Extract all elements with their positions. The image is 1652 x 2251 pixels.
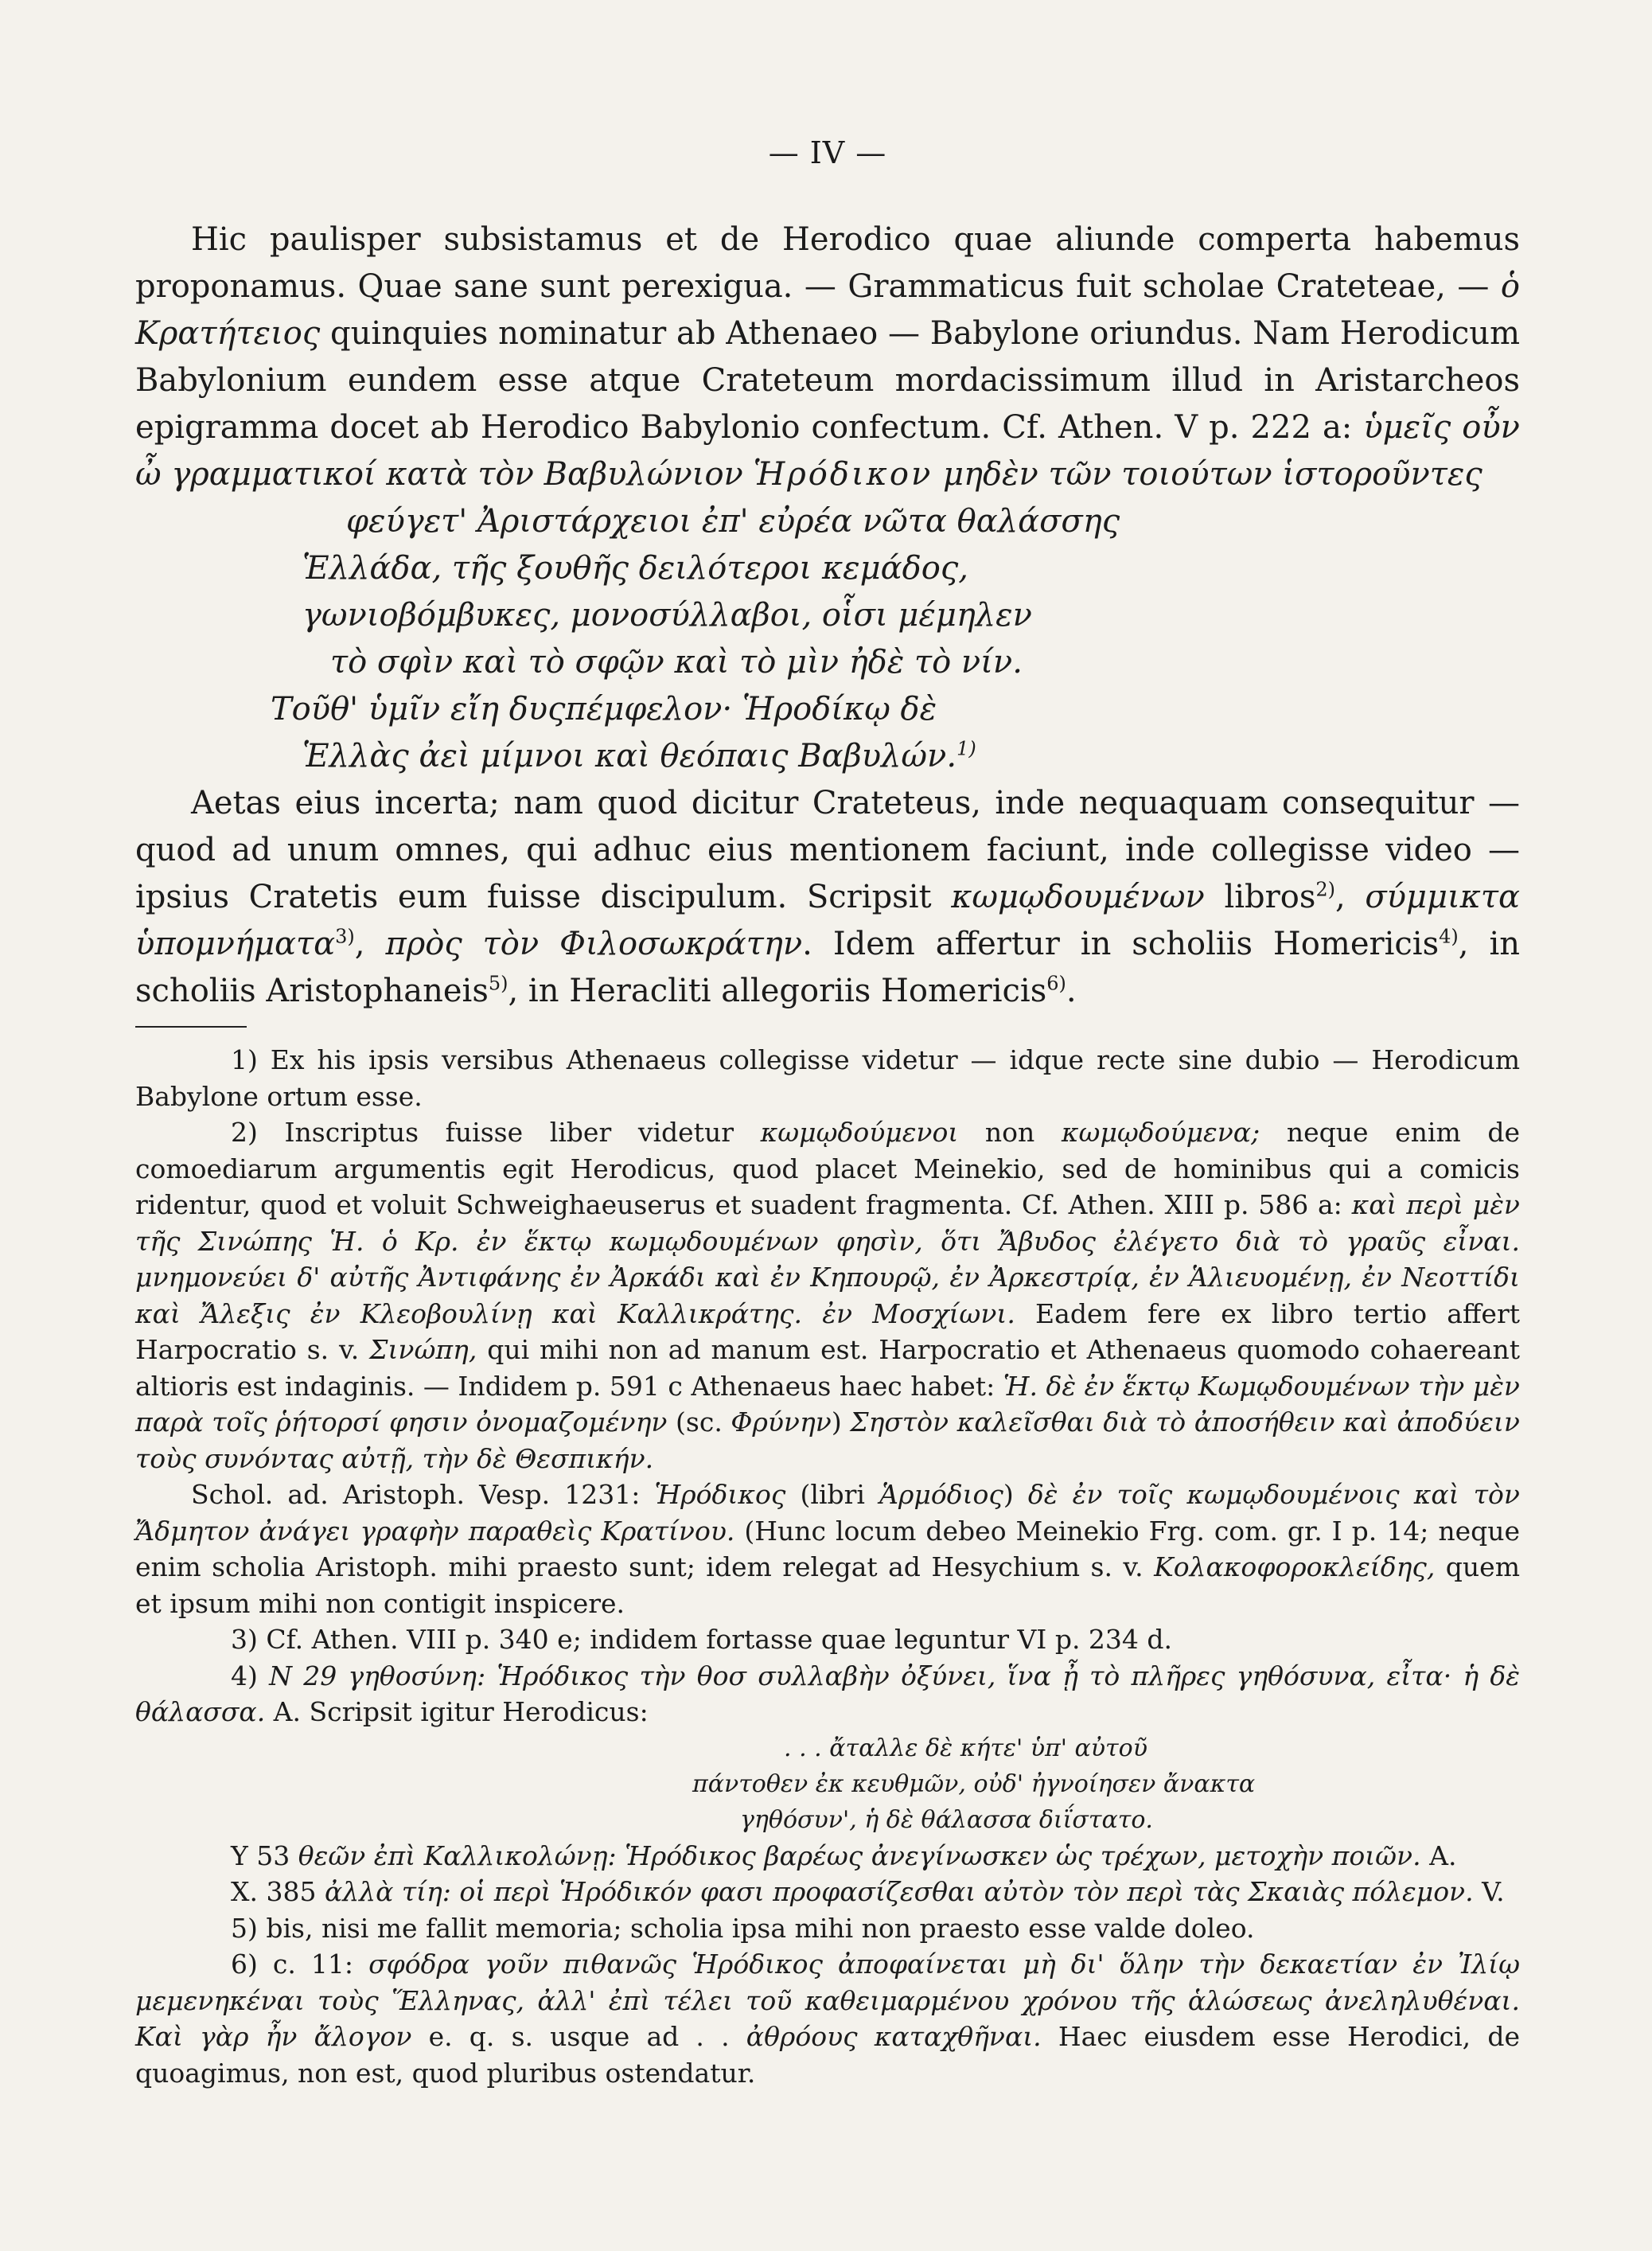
main-text [135, 217, 1520, 1015]
greek-run: κωμῳδούμενα; [1061, 1117, 1260, 1148]
footnote-divider [135, 1026, 247, 1028]
footnote-4-verse-1: . . . ἄταλλε δὲ κήτε' ὑπ' αὐτοῦ [784, 1734, 1147, 1762]
verse-line-6-text: Ἑλλὰς ἀεὶ μίμνοι καὶ θεόπαις Βαβυλών. [302, 738, 957, 774]
greek-run: Ἡρόδικος [654, 1479, 786, 1510]
verse-line-1: φεύγετ' Ἀριστάρχειοι ἐπ' εὐρέα νῶτα θαλάσσης [346, 503, 1120, 540]
verse-line-6 [302, 733, 1520, 780]
greek-run: Σηστὸν καλεῖσθαι διὰ τὸ ἀποσήθειν καὶ ἀποδύειν τοὺς συνόντας αὐτῇ, τὴν δὲ Θεσπικήν. [135, 1406, 1520, 1474]
text-run: Y 53 [231, 1839, 298, 1871]
text-run: Eadem fere ex libro tertio affert Harpocratio s. v. [135, 1297, 1520, 1365]
footnote-4 [135, 1658, 1520, 1730]
text-run: libros [1204, 879, 1316, 915]
greek-run: δὲ ἐν τοῖς κωμῳδουμένοις καὶ τὸν Ἄδμητον ἀνάγει γραφὴν παραθεὶς Κρατίνου. [135, 1479, 1520, 1547]
greek-run: Ἁρμόδιος [879, 1479, 1003, 1510]
text-run: Aetas eius incerta; nam quod dicitur Crateteus, inde nequaquam consequitur — quod ad unum omnes, qui adhuc eius mentionem faciunt, inde collegisse video — ipsius Cratetis eum fuisse discipulum. Scripsit [135, 785, 1520, 915]
text-run: A. Scripsit igitur Herodicus: [265, 1696, 649, 1727]
footnote-4-x385 [135, 1874, 1520, 1910]
text-run: Schol. ad. Aristoph. Vesp. 1231: [191, 1479, 655, 1510]
text-run: (libri [785, 1479, 880, 1510]
footnotes [135, 1042, 1520, 2091]
text-run: 4) [231, 1660, 270, 1691]
text-run: , in scholiis Aristophaneis [135, 926, 1521, 1009]
verse-line-5: Τοῦθ' ὑμῖν εἴη δυςπέμφελον· Ἡροδίκῳ δὲ [271, 691, 937, 728]
greek-run: N 29 γηθοσύνη: Ἡρόδικος τὴν θοσ συλλαβὴν ὀξύνει, ἵνα ᾖ τὸ πλῆρες γηθόσυνα, εἶτα· ἡ δὲ θάλασσα. [135, 1660, 1520, 1727]
greek-run: κωμῳδουμένων [951, 879, 1205, 915]
footnote-4-y53 [135, 1838, 1520, 1875]
greek-run: Ἡ. δὲ ἐν ἕκτῳ Κωμῳδουμένων τὴν μὲν παρὰ τοῖς ῥήτορσί φησιν ὀνομαζομένην [135, 1370, 1520, 1438]
footnote-4-verse-3: γηθόσυν', ἡ δὲ θάλασσα διΐστατο. [740, 1805, 1153, 1834]
greek-run: ὑμεῖς οὖν ὦ γραμματικοί κατὰ τὸν Βαβυλώνιον [135, 409, 1521, 493]
greek-run: κωμῳδούμενοι [760, 1117, 959, 1148]
text-run: . [1066, 973, 1077, 1009]
footnote-1: 1) Ex his ipsis versibus Athenaeus collegisse videtur — idque recte sine dubio — Herodicum Babylone ortum esse. [135, 1044, 1520, 1112]
text-run: neque enim de comoediarum argumentis egit Herodicus, quod placet Meinekio, sed de hominibus qui a comicis ridentur, quod et voluit Schweighaeuserus et suadent fragmenta. Cf. Athen. XIII p. 586 a: [135, 1117, 1520, 1220]
text-run: 2) Inscriptus fuisse liber videtur [231, 1117, 761, 1148]
text-run: non [958, 1117, 1062, 1148]
document-page [135, 135, 1520, 2141]
greek-run: ἀλλὰ τίη: οἱ περὶ Ἡρόδικόν φασι προφασίζεσθαι αὐτὸν τὸν περὶ τὰς Σκαιὰς πόλεμον. [324, 1876, 1474, 1907]
text-run: Haec eiusdem esse Herodici, de quoagimus, non est, quod pluribus ostendatur. [135, 2021, 1520, 2089]
paragraph-herodicus-intro [135, 217, 1520, 498]
text-run: ) [1003, 1479, 1028, 1510]
text-run: quem et ipsum mihi non contigit inspicere. [135, 1551, 1520, 1619]
text-run: 6) c. 11: [231, 1949, 369, 1980]
text-run: , [354, 926, 386, 962]
text-run: . Idem affertur in scholiis Homericis [802, 926, 1440, 962]
greek-run: ἀθρόους καταχθῆναι. [746, 2021, 1042, 2052]
footnote-ref: 1) [957, 737, 976, 760]
text-run: X. 385 [231, 1876, 325, 1907]
footnote-2 [135, 1114, 1520, 1477]
greek-run: Φρύνην [731, 1406, 832, 1438]
verse-line-3: γωνιοβόμβυκες, μονοσύλλαβοι, οἷσι μέμηλεν [302, 597, 1032, 634]
greek-run: πρὸς τὸν Φιλοσωκράτην [385, 926, 803, 962]
page-number: — IV — [768, 135, 887, 170]
greek-run: μηδὲν τῶν τοιούτων ἱστοροῦντες [933, 456, 1483, 493]
footnote-ref: 5) [488, 972, 508, 995]
verse-line-4: τὸ σφὶν καὶ τὸ σφῷν καὶ τὸ μὶν ἠδὲ τὸ νίν. [330, 644, 1023, 681]
text-run: , [1335, 879, 1366, 915]
greek-run: Κολακοφορoκλείδης, [1154, 1551, 1436, 1582]
text-run: e. q. s. usque ad . . [411, 2021, 746, 2052]
text-run: V. [1473, 1876, 1505, 1907]
footnote-ref: 4) [1439, 925, 1459, 948]
greek-run-spaced: Ἡρόδικον [753, 456, 933, 493]
text-run: ) [831, 1406, 851, 1438]
greek-run: Σινώπη, [369, 1334, 477, 1365]
footnote-6 [135, 1946, 1520, 2091]
greek-run: σφόδρα γοῦν πιθανῶς Ἡρόδικος ἀποφαίνεται μὴ δι' ὅλην τὴν δεκαετίαν ἐν Ἰλίῳ μεμενηκέναι τοὺς Ἕλληνας, ἀλλ' ἐπὶ τέλει τοῦ καθειμαρμένου χρόνου τῆς ἁλώσεως ἀνεληλυθέναι. Καὶ γὰρ ἦν ἄλογον [135, 1949, 1521, 2052]
footnote-4-verse-2: πάντοθεν ἐκ κευθμῶν, οὐδ' ἠγνοίησεν ἄνακτα [692, 1769, 1256, 1798]
greek-run: θεῶν ἐπὶ Καλλικολώνῃ: Ἡρόδικος βαρέως ἀνεγίνωσκεν ὡς τρέχων, μετοχὴν ποιῶν. [298, 1839, 1421, 1871]
footnote-5: 5) bis, nisi me fallit memoria; scholia ipsa mihi non praesto esse valde doleo. [231, 1912, 1255, 1944]
text-run: Hic paulisper subsistamus et de Herodico quae aliunde comperta habemus proponamus. Quae sane sunt perexigua. — Grammaticus fuit scholae Crateteae, — [135, 221, 1520, 305]
footnote-ref: 2) [1315, 878, 1336, 901]
text-run: quinquies nominatur ab Athenaeo — Babylone oriundus. Nam Herodicum Babylonium eundem esse atque Crateteum mordacissimum illud in Aristarcheos epigramma docet ab Herodico Babylonio confectum. Cf. Athen. V p. 222 a: [135, 315, 1520, 446]
verse-line-2: Ἑλλάδα, τῆς ξουθῆς δειλότεροι κεμάδος, [302, 550, 968, 587]
greek-run: σύμμικτα ὑπομνήματα [135, 879, 1521, 962]
paragraph-aetas [135, 780, 1520, 1015]
footnote-2-scholion [135, 1477, 1520, 1621]
footnote-ref: 3) [335, 925, 355, 948]
greek-run: ὁ Κρατήτειος [135, 268, 1520, 352]
epigram-verse [135, 498, 1520, 780]
text-run: (sc. [667, 1406, 731, 1438]
text-run: A. [1420, 1839, 1457, 1871]
text-run: , in Heracliti allegoriis Homericis [508, 973, 1047, 1009]
footnote-3: 3) Cf. Athen. VIII p. 340 e; indidem fortasse quae leguntur VI p. 234 d. [231, 1624, 1173, 1655]
text-run: qui mihi non ad manum est. Harpocratio et Athenaeus quomodo cohaereant altioris est indaginis. — Indidem p. 591 c Athenaeus haec habet: [135, 1334, 1521, 1402]
greek-run: καὶ περὶ μὲν τῆς Σινώπης Ἡ. ὁ Κρ. ἐν ἕκτῳ κωμῳδουμένων φησὶν, ὅτι Ἄβυδος ἐλέγετο διὰ τὸ γραῦς εἶναι. μνημονεύει δ' αὐτῆς Ἀντιφάνης ἐν Ἀρκάδι καὶ ἐν Κηπουρῷ, ἐν Ἀρκεστρίᾳ, ἐν Ἁλιευομένῃ, ἐν Νεοττίδι καὶ Ἄλεξις ἐν Κλεοβουλίνῃ καὶ Καλλικράτης. ἐν Μοσχίωνι. [135, 1189, 1520, 1329]
footnote-ref: 6) [1046, 972, 1066, 995]
text-run: (Hunc locum debeo Meinekio Frg. com. gr. I p. 14; neque enim scholia Aristoph. mihi praesto sunt; idem relegat ad Hesychium s. v. [135, 1515, 1521, 1582]
